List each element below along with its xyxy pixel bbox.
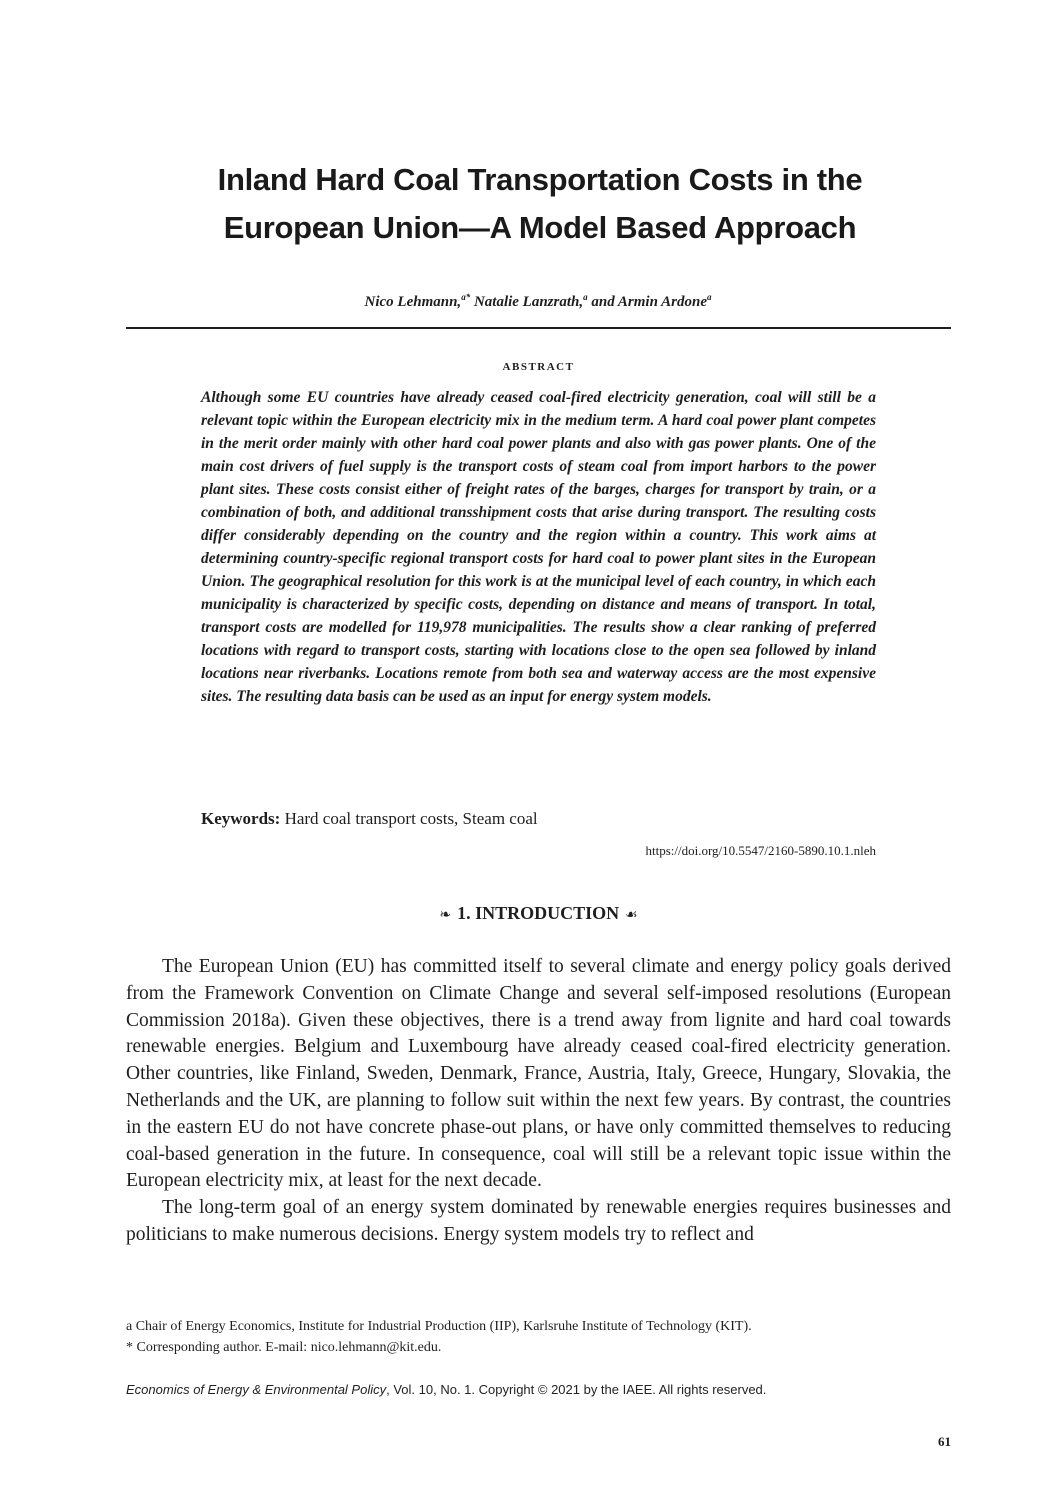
corresponding-mark: * xyxy=(465,292,471,302)
author-name: Armin Ardone xyxy=(617,294,707,310)
section-title: 1. INTRODUCTION xyxy=(457,903,620,923)
doi-link[interactable]: https://doi.org/10.5547/2160-5890.10.1.nleh xyxy=(645,843,876,858)
paper-title xyxy=(100,156,980,252)
author-name: Natalie Lanzrath, xyxy=(473,294,584,310)
copyright-text: , Vol. 10, No. 1. Copyright © 2021 by the IAEE. All rights reserved. xyxy=(386,1382,767,1397)
title-line-1: Inland Hard Coal Transportation Costs in the xyxy=(217,162,863,197)
ornament-left-icon: ❧ xyxy=(439,908,452,923)
body-paragraph: The European Union (EU) has committed itself to several climate and energy policy goals derived from the Framework Convention on Climate Change and several self-imposed resolutions (European Commission 2018a). Given these objectives, there is a trend away from lignite and hard coal towards renewable energies. Belgium and Luxembourg have already ceased coal-fired electricity generation. Other countries, like Finland, Sweden, Denmark, France, Austria, Italy, Greece, Hungary, Slovakia, the Netherlands and the UK, are planning to follow suit within the next few years. By contrast, the countries in the eastern EU do not have concrete phase-out plans, or have only committed themselves to reducing coal-based generation in the future. In consequence, coal will still be a relevant topic issue within the European electricity mix, at least for the next decade. xyxy=(126,956,951,1192)
keywords-value: Hard coal transport costs, Steam coal xyxy=(284,809,538,828)
abstract-heading: ABSTRACT xyxy=(502,361,575,373)
affiliation-mark: a xyxy=(583,292,588,302)
section-heading xyxy=(126,903,951,924)
author-list xyxy=(126,292,950,311)
affiliation-mark: a xyxy=(461,292,466,302)
body-text xyxy=(126,954,951,1249)
footnote-affiliation: a Chair of Energy Economics, Institute for Industrial Production (IIP), Karlsruhe Institute of Technology (KIT). xyxy=(126,1319,752,1334)
author-name: Nico Lehmann, xyxy=(364,294,462,310)
affiliation-mark: a xyxy=(706,292,712,302)
footnote-corresponding: * Corresponding author. E-mail: nico.lehmann@kit.edu. xyxy=(126,1340,442,1355)
ornament-right-icon: ☙ xyxy=(625,908,638,923)
title-line-2: European Union—A Model Based Approach xyxy=(223,210,857,245)
footnotes xyxy=(126,1316,951,1358)
copyright-line xyxy=(126,1382,951,1397)
author-conjunction: and xyxy=(591,294,615,310)
journal-name: Economics of Energy & Environmental Policy xyxy=(126,1382,387,1397)
header-rule xyxy=(126,327,951,329)
page-number: 61 xyxy=(938,1434,951,1449)
body-paragraph: The long-term goal of an energy system dominated by renewable energies requires businesses and politicians to make numerous decisions. Energy system models try to reflect and xyxy=(126,1197,951,1245)
keywords xyxy=(201,809,876,829)
abstract-text: Although some EU countries have already ceased coal-fired electricity generation, coal will still be a relevant topic within the European electricity mix in the medium term. A hard coal power plant competes in the merit order mainly with other hard coal power plants and also with gas power plants. One of the main cost drivers of fuel supply is the transport costs of steam coal from import harbors to the power plant sites. These costs consist either of freight rates of the barges, charges for transport by train, or a combination of both, and additional transshipment costs that arise during transport. The resulting costs differ considerably depending on the country and the region within a country. This work aims at determining country-specific regional transport costs for hard coal to power plant sites in the European Union. The geographical resolution for this work is at the municipal level of each country, in which each municipality is characterized by specific costs, depending on distance and means of transport. In total, transport costs are modelled for 119,978 municipalities. The results show a clear ranking of preferred locations with regard to transport costs, starting with locations close to the open sea followed by inland locations near riverbanks. Locations remote from both sea and waterway access are the most expensive sites. The resulting data basis can be used as an input for energy system models. xyxy=(201,389,876,705)
keywords-label: Keywords: xyxy=(201,809,281,828)
